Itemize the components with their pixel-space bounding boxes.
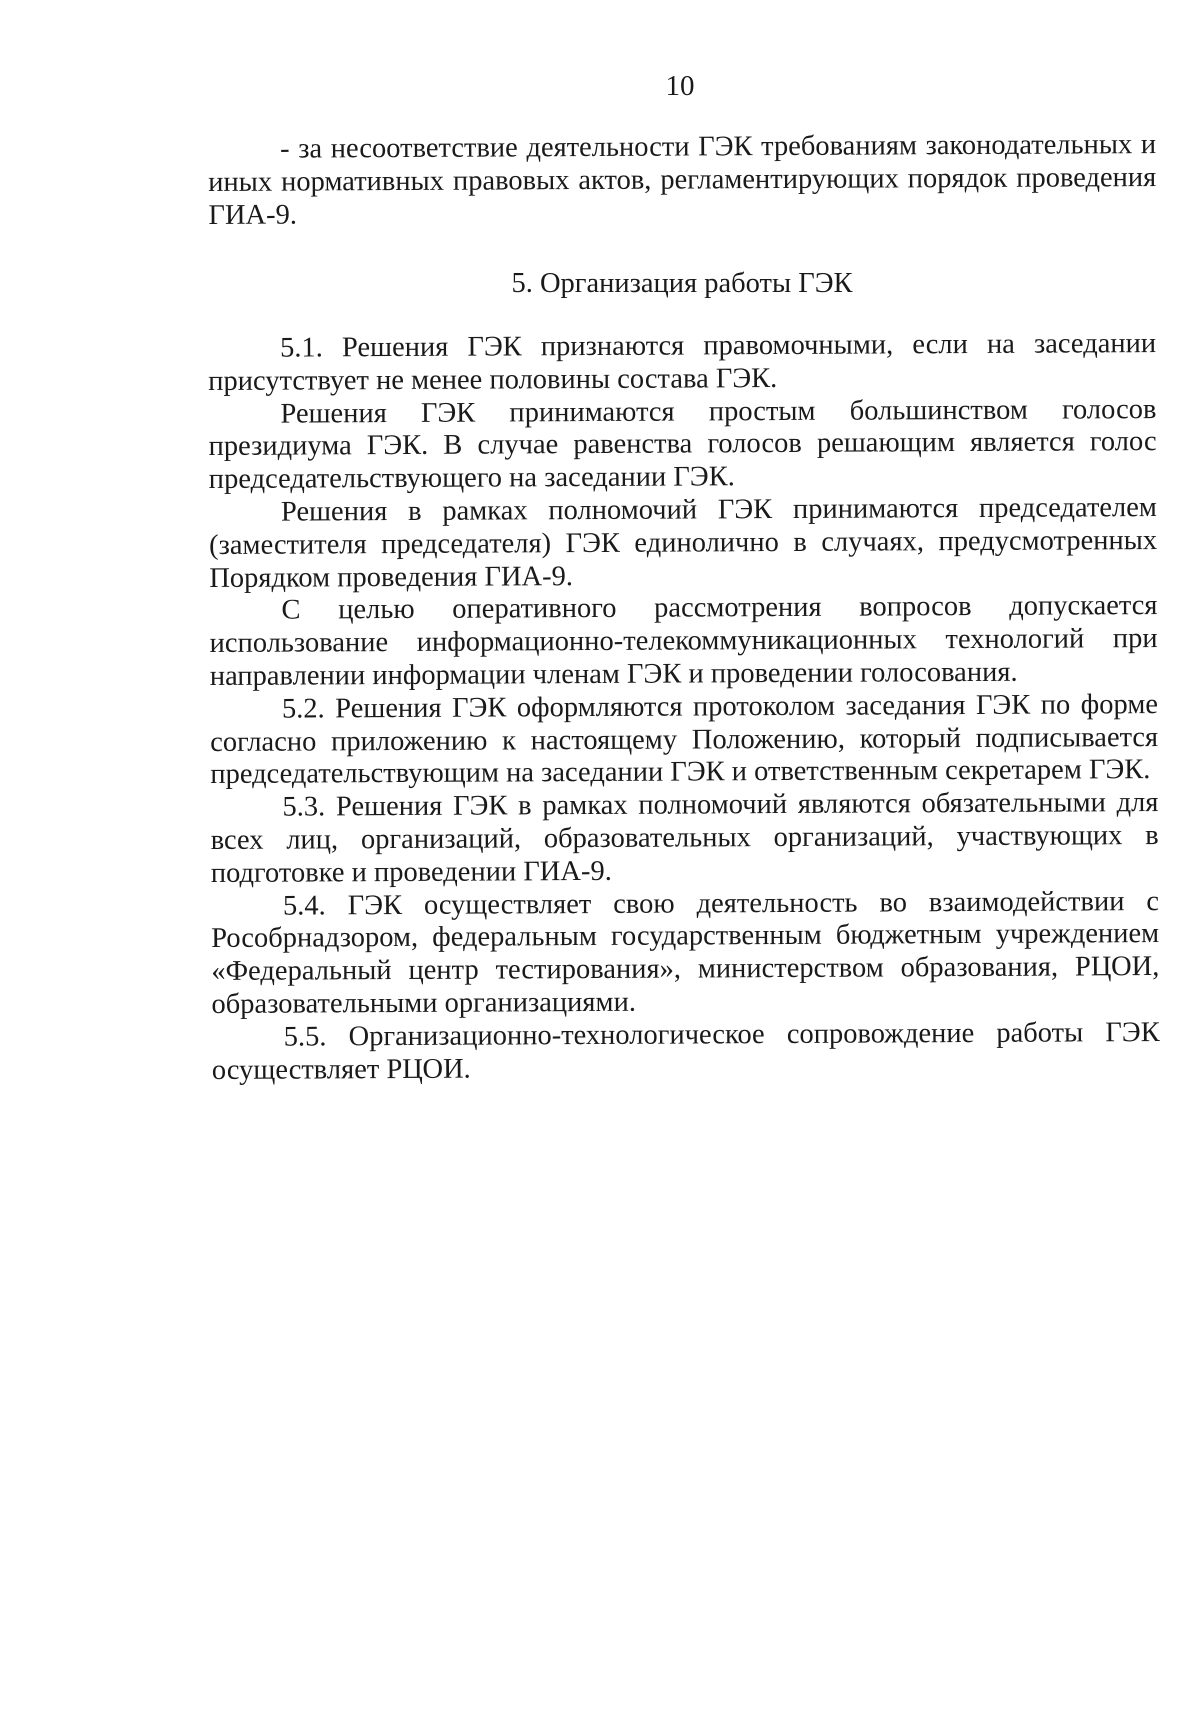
intro-paragraph: - за несоответствие деятельности ГЭК требованиям законодательных и иных нормативных правовых актов, регламентирующих порядок проведения ГИА-9.: [208, 129, 1157, 231]
intro-block: [208, 129, 1157, 232]
paragraph-5-1: 5.1. Решения ГЭК признаются правомочными, если на заседании присутствует не менее половины состава ГЭК.: [208, 328, 1157, 397]
paragraph-5-2: 5.2. Решения ГЭК оформляются протоколом заседания ГЭК по форме согласно приложению к настоящему Положению, который подписывается председательствующим на заседании ГЭК и ответственным секретарем ГЭК.: [210, 688, 1159, 791]
section-body: [208, 328, 1160, 1087]
section-heading: 5. Организация работы ГЭК: [511, 268, 853, 299]
paragraph-chairman-decisions: Решения в рамках полномочий ГЭК принимаются председателем (заместителя председателя) ГЭК единолично в случаях, предусмотренных Порядком проведения ГИА-9.: [209, 492, 1158, 594]
paragraph-ict-usage: С целью оперативного рассмотрения вопросов допускается использование информационно-телекоммуникационных технологий при направлении информации членам ГЭК и проведении голосования.: [209, 590, 1158, 692]
page-number: 10: [665, 70, 695, 102]
paragraph-5-3: 5.3. Решения ГЭК в рамках полномочий являются обязательными для всех лиц, организаций, образовательных организаций, участвующих в подготовке и проведении ГИА-9.: [210, 787, 1159, 889]
paragraph-5-4: 5.4. ГЭК осуществляет свою деятельность во взаимодействии с Рособрнадзором, федеральным государственным бюджетным учреждением «Федеральный центр тестирования», министерством образования, РЦОИ, образовательными организациями.: [211, 885, 1160, 1020]
paragraph-5-5: 5.5. Организационно-технологическое сопровождение работы ГЭК осуществляет РЦОИ.: [211, 1016, 1160, 1086]
paragraph-majority-vote: Решения ГЭК принимаются простым большинством голосов президиума ГЭК. В случае равенства голосов решающим является голос председательствующего на заседании ГЭК.: [208, 393, 1157, 496]
